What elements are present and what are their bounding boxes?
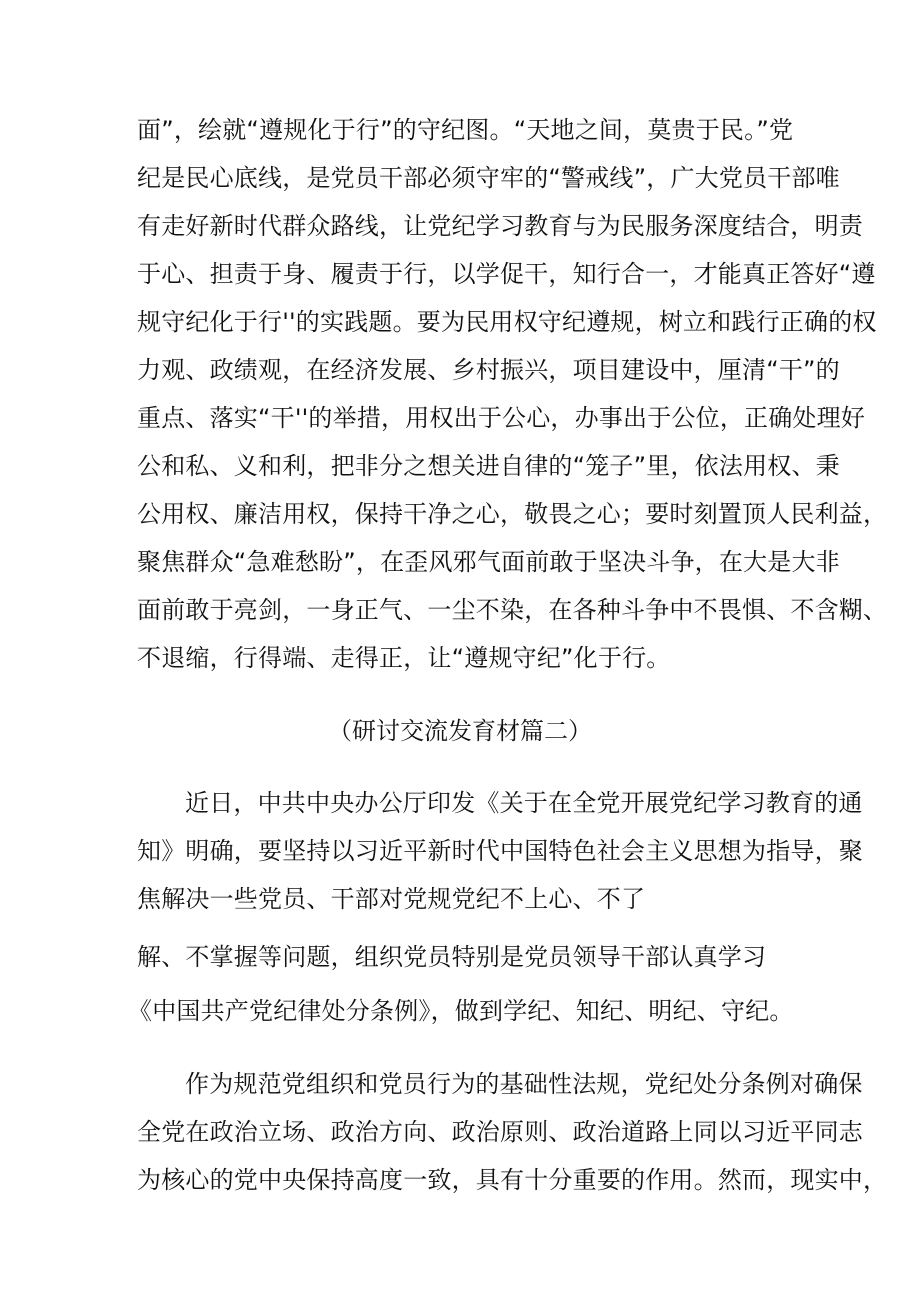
text-line: 知》明确，要坚持以习近平新时代中国特色社会主义思想为指导，聚 <box>137 837 863 865</box>
text-line: 焦解决一些党员、干部对党规党纪不上心、不了 <box>137 885 646 913</box>
text-line: 纪是民心底线，是党员干部必须守牢的“警戒线”，广大党员干部唯 <box>137 164 840 192</box>
text-line: 有走好新时代群众路线，让党纪学习教育与为民服务深度结合，明责 <box>137 212 863 240</box>
text-line: 力观、政绩观，在经济发展、乡村振兴，项目建设中，厘清“干”的 <box>137 356 840 384</box>
text-line: 聚焦群众“急难愁盼”，在歪风邪气面前敢于坚决斗争，在大是大非 <box>137 548 840 576</box>
text-line: 面前敢于亮剑，一身正气、一尘不染，在各种斗争中不畏惧、不含糊、 <box>137 596 888 624</box>
text-line: 不退缩，行得端、走得正，让“遵规守纪”化于行。 <box>137 644 671 672</box>
text-line: 公用权、廉洁用权，保持干净之心，敬畏之心；要时刻置顶人民利益， <box>137 500 888 528</box>
text-line: 公和私、义和利，把非分之想关进自律的“笼子”里，依法用权、秉 <box>137 452 840 480</box>
text-line: 规守纪化于行''的实践题。要为民用权守纪遵规，树立和践行正确的权 <box>137 308 877 336</box>
text-line: 面”，绘就“遵规化于行”的守纪图。“天地之间，莫贵于民。”党 <box>137 116 794 144</box>
text-line: 作为规范党组织和党员行为的基础性法规，党纪处分条例对确保 <box>185 1070 863 1098</box>
text-line: 全党在政治立场、政治方向、政治原则、政治道路上同以习近平同志 <box>137 1118 863 1146</box>
text-line: 于心、担责于身、履责于行，以学促干，知行合一，才能真正答好“遵 <box>137 260 876 288</box>
section-title: （研讨交流发育材篇二） <box>328 717 592 745</box>
text-line: 《中国共产党纪律处分条例》，做到学纪、知纪、明纪、守纪。 <box>128 997 794 1025</box>
text-line: 重点、落实“干''的举措，用权出于公心，办事出于公位，正确处理好 <box>137 404 866 432</box>
text-line: 近日，中共中央办公厅印发《关于在全党开展党纪学习教育的通 <box>185 789 863 817</box>
text-line: 为核心的党中央保持高度一致，具有十分重要的作用。然而，现实中， <box>137 1166 888 1194</box>
text-line: 解、不掌握等问题，组织党员特别是党员领导干部认真学习 <box>137 943 767 971</box>
